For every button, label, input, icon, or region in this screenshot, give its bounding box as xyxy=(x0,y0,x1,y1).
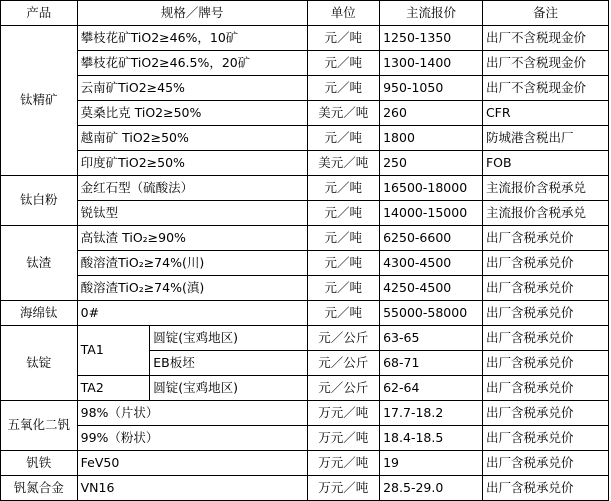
price-cell: 17.7-18.2 xyxy=(380,401,483,426)
note-cell: 出厂含税承兑价 xyxy=(482,226,608,251)
note-cell: 出厂不含税现金价 xyxy=(482,51,608,76)
price-cell: 68-71 xyxy=(380,351,483,376)
spec-cell: 99%（粉状） xyxy=(77,426,307,451)
unit-cell: 美元／吨 xyxy=(307,151,380,176)
unit-cell: 万元／吨 xyxy=(307,426,380,451)
spec-cell: 0# xyxy=(77,301,307,326)
note-cell: 出厂含税承兑价 xyxy=(482,451,608,476)
table-row xyxy=(1,276,609,301)
table-row xyxy=(1,76,609,101)
header-unit: 单位 xyxy=(307,1,380,26)
unit-cell: 元／公斤 xyxy=(307,326,380,351)
price-cell: 260 xyxy=(380,101,483,126)
category-cell: 钛渣 xyxy=(1,226,78,301)
note-cell: 出厂含税承兑价 xyxy=(482,276,608,301)
note-cell: 出厂含税承兑价 xyxy=(482,301,608,326)
price-cell: 950-1050 xyxy=(380,76,483,101)
price-cell: 4250-4500 xyxy=(380,276,483,301)
price-cell: 1800 xyxy=(380,126,483,151)
note-cell: FOB xyxy=(482,151,608,176)
price-cell: 250 xyxy=(380,151,483,176)
price-cell: 62-64 xyxy=(380,376,483,401)
table-row xyxy=(1,101,609,126)
table-row xyxy=(1,151,609,176)
price-cell: 63-65 xyxy=(380,326,483,351)
table-row xyxy=(1,326,609,351)
note-cell: 防城港含税出厂 xyxy=(482,126,608,151)
table-row xyxy=(1,426,609,451)
note-cell: 出厂含税承兑价 xyxy=(482,351,608,376)
price-cell: 6250-6600 xyxy=(380,226,483,251)
header-price: 主流报价 xyxy=(380,1,483,26)
spec-cell: 莫桑比克 TiO2≥50% xyxy=(77,101,307,126)
price-cell: 1250-1350 xyxy=(380,26,483,51)
spec-cell: 高钛渣 TiO₂≥90% xyxy=(77,226,307,251)
note-cell: 主流报价含税承兑 xyxy=(482,201,608,226)
spec-cell: 酸溶渣TiO₂≥74%(滇) xyxy=(77,276,307,301)
note-cell: 出厂含税承兑价 xyxy=(482,401,608,426)
table-header xyxy=(1,1,609,26)
unit-cell: 元／吨 xyxy=(307,301,380,326)
spec-cell: VN16 xyxy=(77,476,307,501)
unit-cell: 元／吨 xyxy=(307,51,380,76)
unit-cell: 元／吨 xyxy=(307,76,380,101)
price-cell: 4300-4500 xyxy=(380,251,483,276)
spec-cell: 攀枝花矿TiO2≥46%，10矿 xyxy=(77,26,307,51)
note-cell: 出厂含税承兑价 xyxy=(482,326,608,351)
unit-cell: 美元／吨 xyxy=(307,101,380,126)
header-row xyxy=(1,1,609,26)
unit-cell: 万元／吨 xyxy=(307,401,380,426)
unit-cell: 元／吨 xyxy=(307,251,380,276)
category-cell: 钒氮合金 xyxy=(1,476,78,501)
category-cell: 钛锭 xyxy=(1,326,78,401)
note-cell: 出厂不含税现金价 xyxy=(482,76,608,101)
unit-cell: 元／吨 xyxy=(307,276,380,301)
header-spec: 规格／牌号 xyxy=(77,1,307,26)
table-row xyxy=(1,376,609,401)
unit-cell: 元／吨 xyxy=(307,126,380,151)
category-cell: 海绵钛 xyxy=(1,301,78,326)
spec-cell: 圆锭(宝鸡地区) xyxy=(150,376,307,401)
price-cell: 1300-1400 xyxy=(380,51,483,76)
table-row xyxy=(1,126,609,151)
unit-cell: 元／吨 xyxy=(307,176,380,201)
unit-cell: 元／吨 xyxy=(307,26,380,51)
note-cell: 出厂含税承兑价 xyxy=(482,476,608,501)
spec-cell: 越南矿 TiO2≥50% xyxy=(77,126,307,151)
unit-cell: 元／公斤 xyxy=(307,376,380,401)
spec-cell: FeV50 xyxy=(77,451,307,476)
note-cell: 出厂含税承兑价 xyxy=(482,426,608,451)
table-row xyxy=(1,51,609,76)
price-cell: 55000-58000 xyxy=(380,301,483,326)
unit-cell: 万元／吨 xyxy=(307,451,380,476)
table-row xyxy=(1,301,609,326)
spec-cell: 印度矿TiO2≥50% xyxy=(77,151,307,176)
table-row xyxy=(1,201,609,226)
unit-cell: 元／公斤 xyxy=(307,351,380,376)
note-cell: 出厂含税承兑价 xyxy=(482,376,608,401)
unit-cell: 元／吨 xyxy=(307,201,380,226)
spec-cell: 酸溶渣TiO₂≥74%(川) xyxy=(77,251,307,276)
table-row xyxy=(1,476,609,501)
category-cell: 五氧化二钒 xyxy=(1,401,78,451)
spec-cell: 圆锭(宝鸡地区) xyxy=(150,326,307,351)
price-cell: 14000-15000 xyxy=(380,201,483,226)
spec-cell: 锐钛型 xyxy=(77,201,307,226)
category-cell: 钛精矿 xyxy=(1,26,78,176)
price-cell: 28.5-29.0 xyxy=(380,476,483,501)
table-row xyxy=(1,226,609,251)
spec-cell: 98%（片状） xyxy=(77,401,307,426)
note-cell: 出厂含税承兑价 xyxy=(482,251,608,276)
table-body xyxy=(1,26,609,501)
table-row xyxy=(1,26,609,51)
note-cell: 主流报价含税承兑 xyxy=(482,176,608,201)
price-cell: 18.4-18.5 xyxy=(380,426,483,451)
spec-cell: 云南矿TiO2≥45% xyxy=(77,76,307,101)
header-product: 产品 xyxy=(1,1,78,26)
unit-cell: 元／吨 xyxy=(307,226,380,251)
note-cell: 出厂不含税现金价 xyxy=(482,26,608,51)
note-cell: CFR xyxy=(482,101,608,126)
price-cell: 16500-18000 xyxy=(380,176,483,201)
spec-cell: 金红石型（硫酸法） xyxy=(77,176,307,201)
grade-cell: TA1 xyxy=(77,326,150,376)
spec-cell: EB板坯 xyxy=(150,351,307,376)
table-row xyxy=(1,176,609,201)
header-note: 备注 xyxy=(482,1,608,26)
grade-cell: TA2 xyxy=(77,376,150,401)
category-cell: 钛白粉 xyxy=(1,176,78,226)
price-cell: 19 xyxy=(380,451,483,476)
table-row xyxy=(1,251,609,276)
table-row xyxy=(1,401,609,426)
unit-cell: 万元／吨 xyxy=(307,476,380,501)
table-row xyxy=(1,451,609,476)
spec-cell: 攀枝花矿TiO2≥46.5%，20矿 xyxy=(77,51,307,76)
category-cell: 钒铁 xyxy=(1,451,78,476)
